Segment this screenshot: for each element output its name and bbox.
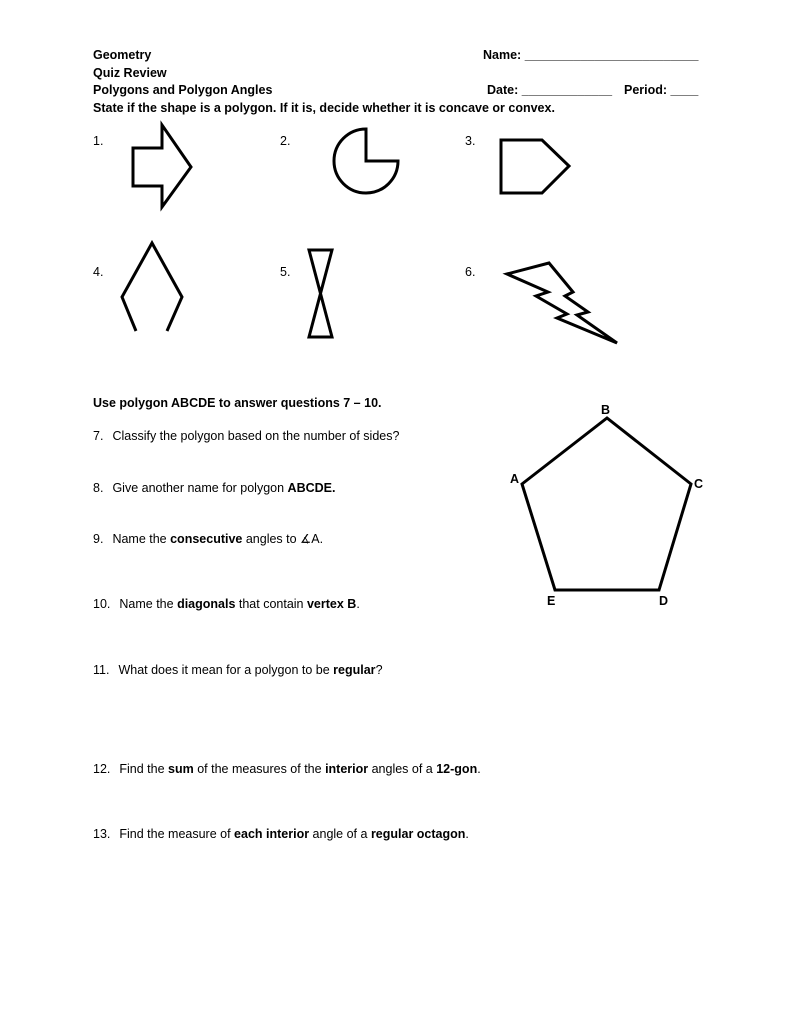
question-text-bold: vertex B	[306, 597, 357, 611]
question-number: 13.	[93, 827, 111, 841]
question-text: ?	[375, 663, 383, 677]
question-13	[93, 827, 469, 841]
course-title: Geometry	[93, 48, 152, 62]
question-text: of the measures of the	[193, 762, 326, 776]
question-text: What does it mean for a polygon to be	[118, 663, 334, 677]
question-number: 9.	[93, 532, 104, 546]
question-number: 8.	[93, 481, 104, 495]
period-blank: ____	[670, 83, 699, 97]
question-8	[93, 481, 335, 495]
question-text: Name the	[119, 597, 178, 611]
question-9	[93, 531, 323, 546]
question-text-bold: each interior	[234, 827, 310, 841]
instructions: State if the shape is a polygon. If it is, decide whether it is concave or convex.	[93, 101, 555, 115]
question-12	[93, 762, 481, 776]
pentagon-section-title: Use polygon ABCDE to answer questions 7 – 10.	[93, 396, 382, 410]
shape-number-2: 2.	[280, 134, 291, 148]
question-text-bold: diagonals	[177, 597, 236, 611]
shape-number-1: 1.	[93, 134, 104, 148]
quiz-subtitle: Quiz Review	[93, 66, 167, 80]
question-text: Give another name for polygon	[112, 481, 288, 495]
shape-number-6: 6.	[465, 265, 476, 279]
question-text-bold: sum	[168, 762, 194, 776]
shape-hourglass	[309, 250, 332, 337]
question-text: Name the	[112, 532, 171, 546]
vertex-a-label: A	[510, 472, 520, 486]
shape-open-diamond	[122, 243, 182, 331]
shape-number-5: 5.	[280, 265, 291, 279]
vertex-d-label: D	[659, 594, 669, 608]
period-label: Period:	[624, 83, 668, 97]
shape-number-3: 3.	[465, 134, 476, 148]
question-number: 11.	[93, 663, 110, 677]
shape-lightning-bolt	[507, 263, 617, 343]
question-text: angles to ∡A.	[242, 532, 324, 546]
vertex-b-label: B	[601, 403, 611, 417]
question-text: Find the	[119, 762, 169, 776]
question-7	[93, 429, 399, 443]
name-blank: _________________________	[524, 48, 699, 62]
shape-number-4: 4.	[93, 265, 104, 279]
name-label: Name:	[483, 48, 522, 62]
shape-three-quarter-circle	[334, 129, 398, 193]
question-11	[93, 663, 383, 677]
date-label: Date:	[487, 83, 519, 97]
topic-title: Polygons and Polygon Angles	[93, 83, 273, 97]
question-text-bold: regular	[333, 663, 376, 677]
pentagon-abcde	[522, 418, 691, 590]
question-text-bold: regular octagon	[370, 827, 466, 841]
question-text-bold: consecutive	[170, 532, 243, 546]
vertex-e-label: E	[547, 594, 556, 608]
question-number: 7.	[93, 429, 104, 443]
shape-pentagon-house	[501, 140, 569, 193]
question-text: angle of a	[309, 827, 371, 841]
question-text-bold: 12-gon	[436, 762, 478, 776]
question-text-bold: interior	[325, 762, 369, 776]
question-text: .	[465, 827, 469, 841]
date-blank: _____________	[521, 83, 613, 97]
shape-arrow	[133, 125, 191, 207]
question-text: angles of a	[368, 762, 437, 776]
question-text: .	[356, 597, 360, 611]
question-number: 12.	[93, 762, 111, 776]
vertex-c-label: C	[694, 477, 704, 491]
question-text: .	[477, 762, 481, 776]
question-text: Find the measure of	[119, 827, 235, 841]
question-text: Classify the polygon based on the number of sides?	[112, 429, 400, 443]
question-text-bold: ABCDE.	[287, 481, 336, 495]
question-10	[93, 597, 360, 611]
question-number: 10.	[93, 597, 111, 611]
question-text: that contain	[235, 597, 307, 611]
